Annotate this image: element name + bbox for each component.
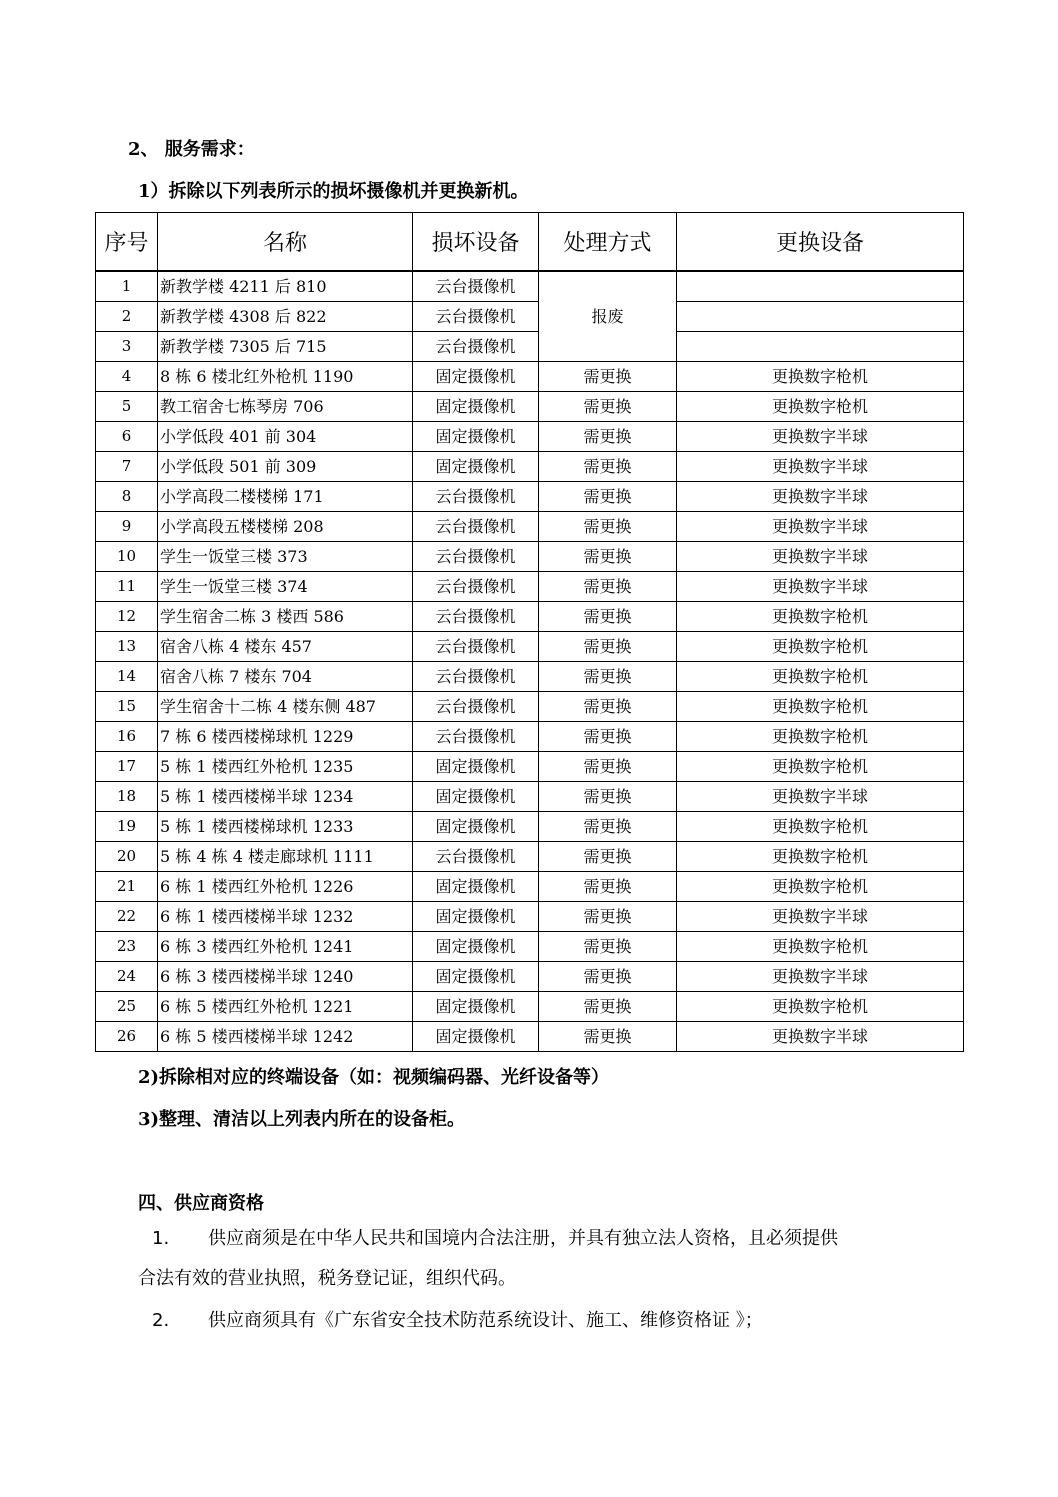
- row-name: 小学高段二楼楼梯 171: [158, 482, 413, 512]
- row-number: 9: [96, 512, 158, 542]
- row-damaged-device: 云台摄像机: [413, 842, 539, 872]
- table-row: [96, 332, 964, 362]
- row-name: 5 栋 1 楼西楼梯半球 1234: [158, 782, 413, 812]
- row-number: 23: [96, 932, 158, 962]
- table-row: [96, 692, 964, 722]
- row-name: 小学高段五楼楼梯 208: [158, 512, 413, 542]
- row-name: 6 栋 3 楼西红外枪机 1241: [158, 932, 413, 962]
- row-number: 12: [96, 602, 158, 632]
- header-replacement: 更换设备: [677, 213, 964, 272]
- row-process: 需更换: [539, 722, 677, 752]
- row-damaged-device: 固定摄像机: [413, 392, 539, 422]
- row-number: 1: [96, 271, 158, 302]
- table-row: [96, 362, 964, 392]
- row-replacement: 更换数字半球: [677, 902, 964, 932]
- row-process: 需更换: [539, 842, 677, 872]
- row-process: 需更换: [539, 962, 677, 992]
- row-number: 24: [96, 962, 158, 992]
- row-name: 7 栋 6 楼西楼梯球机 1229: [158, 722, 413, 752]
- row-process: 需更换: [539, 632, 677, 662]
- row-process: 需更换: [539, 422, 677, 452]
- row-replacement: 更换数字枪机: [677, 722, 964, 752]
- header-no: 序号: [96, 213, 158, 272]
- row-replacement: 更换数字半球: [677, 1022, 964, 1052]
- row-number: 17: [96, 752, 158, 782]
- row-number: 10: [96, 542, 158, 572]
- qualification-item-1: [152, 1226, 838, 1252]
- row-process: 需更换: [539, 932, 677, 962]
- table-row: [96, 602, 964, 632]
- table-row: [96, 1022, 964, 1052]
- sub-heading-remove-terminal: 2)拆除相对应的终端设备（如：视频编码器、光纤设备等）: [138, 1067, 610, 1088]
- row-damaged-device: 固定摄像机: [413, 422, 539, 452]
- table-row: [96, 482, 964, 512]
- row-replacement: 更换数字枪机: [677, 662, 964, 692]
- table-header-row: [96, 213, 964, 272]
- table-row: [96, 932, 964, 962]
- row-damaged-device: 固定摄像机: [413, 1022, 539, 1052]
- row-number: 5: [96, 392, 158, 422]
- row-name: 学生宿舍十二栋 4 楼东侧 487: [158, 692, 413, 722]
- row-number: 22: [96, 902, 158, 932]
- table-row: [96, 662, 964, 692]
- row-process: 需更换: [539, 752, 677, 782]
- row-number: 2: [96, 302, 158, 332]
- row-name: 8 栋 6 楼北红外枪机 1190: [158, 362, 413, 392]
- row-name: 宿舍八栋 7 楼东 704: [158, 662, 413, 692]
- header-damaged-device: 损坏设备: [413, 213, 539, 272]
- row-number: 18: [96, 782, 158, 812]
- row-process: 需更换: [539, 572, 677, 602]
- row-process: 需更换: [539, 482, 677, 512]
- row-replacement: 更换数字枪机: [677, 842, 964, 872]
- header-process: 处理方式: [539, 213, 677, 272]
- row-number: 3: [96, 332, 158, 362]
- row-name: 6 栋 1 楼西红外枪机 1226: [158, 872, 413, 902]
- row-process: 需更换: [539, 902, 677, 932]
- row-number: 13: [96, 632, 158, 662]
- table-body: [96, 271, 964, 1052]
- row-name: 6 栋 5 楼西红外枪机 1221: [158, 992, 413, 1022]
- row-damaged-device: 固定摄像机: [413, 362, 539, 392]
- row-damaged-device: 云台摄像机: [413, 692, 539, 722]
- row-name: 学生一饭堂三楼 373: [158, 542, 413, 572]
- row-replacement: 更换数字半球: [677, 422, 964, 452]
- row-name: 新教学楼 4211 后 810: [158, 271, 413, 302]
- row-damaged-device: 固定摄像机: [413, 992, 539, 1022]
- table-row: [96, 512, 964, 542]
- row-process: 需更换: [539, 392, 677, 422]
- table-row: [96, 902, 964, 932]
- row-name: 新教学楼 7305 后 715: [158, 332, 413, 362]
- row-number: 15: [96, 692, 158, 722]
- row-replacement: 更换数字半球: [677, 512, 964, 542]
- table-row: [96, 842, 964, 872]
- row-damaged-device: 云台摄像机: [413, 271, 539, 302]
- sub-heading-clean-cabinets: 3)整理、清洁以上列表内所在的设备柜。: [138, 1109, 466, 1130]
- row-damaged-device: 固定摄像机: [413, 752, 539, 782]
- row-process: 需更换: [539, 992, 677, 1022]
- row-damaged-device: 云台摄像机: [413, 482, 539, 512]
- row-process: 需更换: [539, 452, 677, 482]
- row-replacement: 更换数字枪机: [677, 692, 964, 722]
- row-replacement: 更换数字枪机: [677, 752, 964, 782]
- row-damaged-device: 固定摄像机: [413, 872, 539, 902]
- row-replacement: 更换数字枪机: [677, 932, 964, 962]
- row-number: 26: [96, 1022, 158, 1052]
- item-number: 1.: [152, 1228, 170, 1249]
- table-row: [96, 271, 964, 302]
- row-damaged-device: 云台摄像机: [413, 332, 539, 362]
- row-replacement: 更换数字枪机: [677, 872, 964, 902]
- row-number: 7: [96, 452, 158, 482]
- table-row: [96, 962, 964, 992]
- row-process: 需更换: [539, 512, 677, 542]
- table-row: [96, 992, 964, 1022]
- row-damaged-device: 固定摄像机: [413, 782, 539, 812]
- row-process: 需更换: [539, 812, 677, 842]
- row-name: 宿舍八栋 4 楼东 457: [158, 632, 413, 662]
- row-process: 需更换: [539, 872, 677, 902]
- row-damaged-device: 固定摄像机: [413, 902, 539, 932]
- row-replacement: 更换数字枪机: [677, 992, 964, 1022]
- row-name: 学生一饭堂三楼 374: [158, 572, 413, 602]
- row-process: 需更换: [539, 1022, 677, 1052]
- row-name: 6 栋 1 楼西楼梯半球 1232: [158, 902, 413, 932]
- row-replacement: 更换数字半球: [677, 542, 964, 572]
- row-number: 4: [96, 362, 158, 392]
- row-number: 21: [96, 872, 158, 902]
- row-damaged-device: 云台摄像机: [413, 722, 539, 752]
- row-replacement: 更换数字半球: [677, 452, 964, 482]
- row-damaged-device: 云台摄像机: [413, 602, 539, 632]
- row-damaged-device: 云台摄像机: [413, 662, 539, 692]
- row-process: 需更换: [539, 362, 677, 392]
- row-replacement: 更换数字半球: [677, 482, 964, 512]
- row-replacement: [677, 302, 964, 332]
- table-row: [96, 572, 964, 602]
- row-process: 需更换: [539, 692, 677, 722]
- row-number: 14: [96, 662, 158, 692]
- item-text: 供应商须具有《广东省安全技术防范系统设计、施工、维修资格证 》；: [208, 1310, 763, 1331]
- row-damaged-device: 固定摄像机: [413, 932, 539, 962]
- row-damaged-device: 云台摄像机: [413, 512, 539, 542]
- item-number: 2.: [152, 1310, 170, 1331]
- row-damaged-device: 固定摄像机: [413, 812, 539, 842]
- qualification-item-2: [152, 1308, 763, 1334]
- table-row: [96, 872, 964, 902]
- sub-heading-remove-cameras: 1）拆除以下列表所示的损坏摄像机并更换新机。: [138, 181, 529, 202]
- table-row: [96, 392, 964, 422]
- table-row: [96, 722, 964, 752]
- row-number: 16: [96, 722, 158, 752]
- camera-replacement-table: [95, 212, 964, 1052]
- row-damaged-device: 云台摄像机: [413, 302, 539, 332]
- row-number: 19: [96, 812, 158, 842]
- table-row: [96, 542, 964, 572]
- item-text: 供应商须是在中华人民共和国境内合法注册，并具有独立法人资格，且必须提供: [208, 1228, 838, 1249]
- row-name: 5 栋 4 栋 4 楼走廊球机 1111: [158, 842, 413, 872]
- row-number: 25: [96, 992, 158, 1022]
- row-damaged-device: 固定摄像机: [413, 962, 539, 992]
- row-name: 小学低段 401 前 304: [158, 422, 413, 452]
- row-name: 6 栋 3 楼西楼梯半球 1240: [158, 962, 413, 992]
- header-name: 名称: [158, 213, 413, 272]
- row-replacement: 更换数字枪机: [677, 392, 964, 422]
- row-name: 教工宿舍七栋琴房 706: [158, 392, 413, 422]
- row-number: 8: [96, 482, 158, 512]
- row-replacement: 更换数字枪机: [677, 632, 964, 662]
- row-process: 需更换: [539, 782, 677, 812]
- row-process-merged: 报废: [539, 271, 677, 362]
- row-number: 6: [96, 422, 158, 452]
- row-replacement: 更换数字枪机: [677, 602, 964, 632]
- row-process: 需更换: [539, 662, 677, 692]
- row-replacement: 更换数字枪机: [677, 812, 964, 842]
- row-replacement: [677, 332, 964, 362]
- row-name: 小学低段 501 前 309: [158, 452, 413, 482]
- row-replacement: 更换数字半球: [677, 572, 964, 602]
- table-row: [96, 422, 964, 452]
- table-row: [96, 782, 964, 812]
- row-number: 20: [96, 842, 158, 872]
- row-damaged-device: 云台摄像机: [413, 542, 539, 572]
- table-row: [96, 752, 964, 782]
- row-name: 5 栋 1 楼西红外枪机 1235: [158, 752, 413, 782]
- row-damaged-device: 云台摄像机: [413, 572, 539, 602]
- table-row: [96, 812, 964, 842]
- row-number: 11: [96, 572, 158, 602]
- row-name: 6 栋 5 楼西楼梯半球 1242: [158, 1022, 413, 1052]
- row-name: 5 栋 1 楼西楼梯球机 1233: [158, 812, 413, 842]
- row-replacement: 更换数字半球: [677, 782, 964, 812]
- row-name: 学生宿舍二栋 3 楼西 586: [158, 602, 413, 632]
- table-row: [96, 452, 964, 482]
- row-damaged-device: 固定摄像机: [413, 452, 539, 482]
- row-replacement: 更换数字枪机: [677, 362, 964, 392]
- row-replacement: 更换数字半球: [677, 962, 964, 992]
- qualification-item-1-continuation: 合法有效的营业执照，税务登记证，组织代码。: [138, 1268, 516, 1289]
- row-name: 新教学楼 4308 后 822: [158, 302, 413, 332]
- table-row: [96, 632, 964, 662]
- table-row: [96, 302, 964, 332]
- row-replacement: [677, 271, 964, 302]
- section-heading-service-requirements: 2、 服务需求：: [128, 139, 255, 160]
- section-heading-supplier-qualification: 四、供应商资格: [138, 1193, 264, 1214]
- row-process: 需更换: [539, 602, 677, 632]
- row-damaged-device: 云台摄像机: [413, 632, 539, 662]
- row-process: 需更换: [539, 542, 677, 572]
